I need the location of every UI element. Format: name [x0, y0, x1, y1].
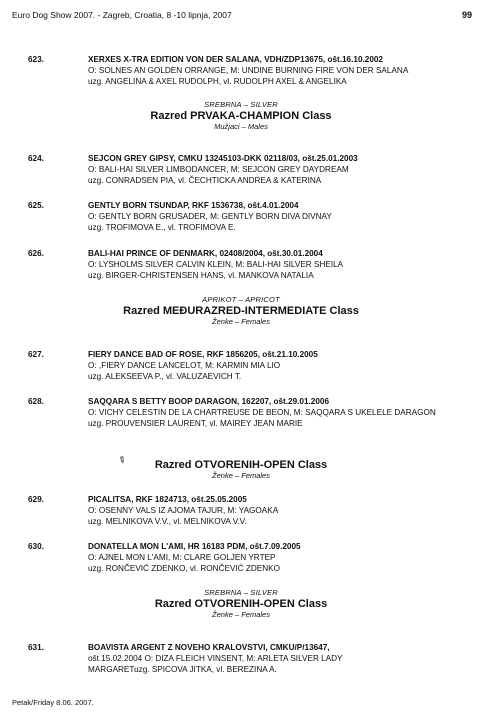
- entry-dog-name: SAQQARA S BETTY BOOP DARAGON, 162207, ošt.29.01.2006: [88, 397, 330, 406]
- entry-breeder-owner: uzg. ANGELINA & AXEL RUDOLPH, vl. RUDOLPH AXEL & ANGELIKA: [88, 77, 347, 86]
- entry-dog-name: BOAVISTA ARGENT Z NOVEHO KRALOVSTVI, CMKU/P/13647,: [88, 643, 330, 652]
- entry-parents: ošt.15.02.2004 O: DIZA FLEICH VINSENT, M: ARLETA SILVER LADY: [88, 654, 343, 663]
- page-footer: Petak/Friday 8.06. 2007.: [12, 698, 94, 707]
- entry-parents: O: BALI-HAI SILVER LIMBODANCER, M: SEJCON GREY DAYDREAM: [88, 165, 349, 174]
- entry-breeder-owner: uzg. RONČEVIĆ ZDENKO, vl. RONČEVIĆ ZDENKO: [88, 564, 280, 573]
- entry-breeder-owner: uzg. PROUVENSIER LAURENT, vl. MAIREY JEAN MARIE: [88, 419, 303, 428]
- entry-breeder-owner: uzg. BIRGER-CHRISTENSEN HANS, vl. MANKOVA NATALIA: [88, 271, 314, 280]
- class-heading: [0, 100, 482, 131]
- entry-breeder-owner: uzg. TROFIMOVA E., vl. TROFIMOVA E.: [88, 223, 236, 232]
- class-title: Razred MEĐURAZRED-INTERMEDIATE Class: [123, 305, 359, 317]
- class-heading: [0, 295, 482, 326]
- entry-breeder-owner: uzg. MELNIKOVA V.V., vl. MELNIKOVA V.V.: [88, 517, 247, 526]
- entry-parents: O: SOLNES AN GOLDEN ORRANGE, M: UNDINE BURNING FIRE VON DER SALANA: [88, 66, 409, 75]
- class-title: Razred OTVORENIH-OPEN Class: [154, 598, 328, 610]
- entry-number: 626.: [28, 249, 44, 258]
- entry-number: 630.: [28, 542, 44, 551]
- class-title: Razred OTVORENIH-OPEN Class: [154, 459, 328, 471]
- entry-breeder-owner: MARGARETuzg. SPICOVA JITKA, vl. BEREZINA A.: [88, 665, 277, 674]
- class-color: SREBRNA – SILVER: [204, 588, 278, 597]
- class-sex: Ženke – Females: [212, 317, 270, 326]
- class-color: SREBRNA – SILVER: [204, 100, 278, 109]
- entry-parents: O: AJNEL MON L'AMI, M: CLARE GOLJEN YRTEP: [88, 553, 276, 562]
- entry-parents: O: OSENNY VALS IZ AJOMA TAJUR, M: YAGOAKA: [88, 506, 279, 515]
- entry-breeder-owner: uzg. CONRADSEN PIA, vl. ČECHTICKA ANDREA & KATERINA: [88, 176, 322, 185]
- entry-dog-name: GENTLY BORN TSUNDAP, RKF 1536738, ošt.4.01.2004: [88, 201, 299, 210]
- page-number: 99: [461, 10, 472, 20]
- class-sex: Ženke – Females: [212, 471, 270, 480]
- entry-dog-name: FIERY DANCE BAD OF ROSE, RKF 1856205, ošt.21.10.2005: [88, 350, 318, 359]
- class-title: Razred PRVAKA-CHAMPION Class: [150, 110, 332, 122]
- entry-number: 625.: [28, 201, 44, 210]
- entry-number: 629.: [28, 495, 44, 504]
- entry-parents: O: GENTLY BORN GRUSADER, M: GENTLY BORN DIVA DIVNAY: [88, 212, 332, 221]
- header-event-title: Euro Dog Show 2007. - Zagreb, Croatia, 8 -10 lipnja, 2007: [12, 10, 232, 20]
- entry-number: 624.: [28, 154, 44, 163]
- stray-mark: ✎: [116, 453, 129, 467]
- entry-dog-name: PICALITSA, RKF 1824713, ošt.25.05.2005: [88, 495, 247, 504]
- entry-breeder-owner: uzg. ALEKSEEVA P., vl. VALUZAEVICH T.: [88, 372, 242, 381]
- entry-dog-name: XERXES X-TRA EDITION VON DER SALANA, VDH/ZDP13675, ošt.16.10.2002: [88, 55, 383, 64]
- entry-parents: O: ,FIERY DANCE LANCELOT, M: KARMIN MIA LIO: [88, 361, 281, 370]
- entry-number: 623.: [28, 55, 44, 64]
- entry-number: 628.: [28, 397, 44, 406]
- entry-dog-name: BALI-HAI PRINCE OF DENMARK, 02408/2004, ošt.30.01.2004: [88, 249, 323, 258]
- entry-parents: O: VICHY CELESTIN DE LA CHARTREUSE DE BEON, M: SAQQARA S UKELELE DARAGON: [88, 408, 436, 417]
- class-heading: [0, 588, 482, 619]
- class-sex: Ženke – Females: [212, 610, 270, 619]
- page-header: [12, 10, 472, 22]
- entry-number: 631.: [28, 643, 44, 652]
- entry-number: 627.: [28, 350, 44, 359]
- entry-parents: O: LYSHOLMS SILVER CALVIN KLEIN, M: BALI-HAI SILVER SHEILA: [88, 260, 344, 269]
- class-color: APRIKOT – APRICOT: [202, 295, 280, 304]
- entry-dog-name: SEJCON GREY GIPSY, CMKU 13245103-DKK 02118/03, ošt.25.01.2003: [88, 154, 358, 163]
- entry-dog-name: DONATELLA MON L'AMI, HR 16183 PDM, ošt.7.09.2005: [88, 542, 301, 551]
- class-heading: [0, 458, 482, 480]
- class-sex: Mužjaci – Males: [214, 122, 268, 131]
